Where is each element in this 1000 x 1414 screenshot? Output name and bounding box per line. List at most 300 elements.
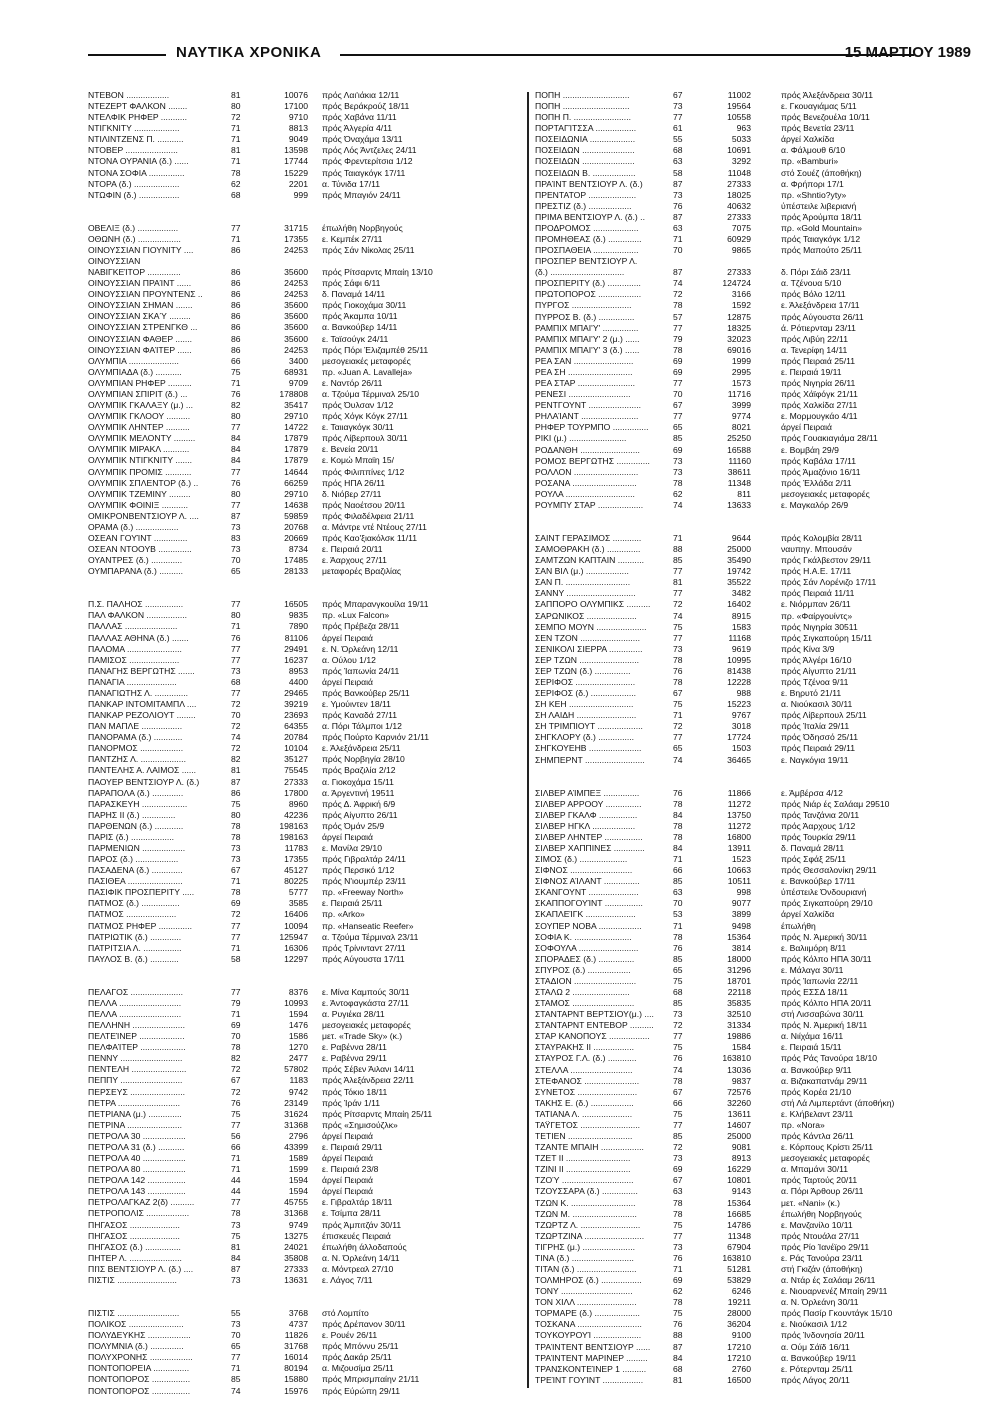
ship-row <box>535 1020 960 1031</box>
build-year: 77 <box>673 112 683 123</box>
ship-name: ΠΟΡΤΑΓΊΤΣΣΑ ................. <box>535 123 637 134</box>
ship-row <box>88 1164 520 1175</box>
tonnage: 17800 <box>284 787 308 798</box>
build-year: 72 <box>231 112 241 123</box>
ship-row <box>88 666 520 677</box>
ship-name: ΠΑΛΛΑΣ ...................... <box>88 621 178 632</box>
destination: πρός Χαλκίδα 27/11 <box>781 400 858 411</box>
tonnage: 1592 <box>731 300 751 311</box>
ship-row <box>88 843 520 854</box>
ship-name: ΣΕΡ ΤΖΩΝ ......................... <box>535 654 640 665</box>
ship-name: ΝΤΟΒΕΡ ...................... <box>88 145 178 156</box>
ship-row <box>88 909 520 920</box>
ship-row <box>535 1319 960 1330</box>
ship-row <box>535 1198 960 1209</box>
ship-name: ΣΟΦΙΑ Κ. ........................ <box>535 931 632 942</box>
destination: μεσογειακές μεταφορές <box>322 1020 411 1031</box>
destination: πρός Βραζιλία 2/12 <box>322 765 396 776</box>
ship-name: ΠΙΣΤΙΣ ......................... <box>88 1274 177 1285</box>
ship-name: ΣΑΜΟΘΡΑΚΗ (δ.) .............. <box>535 544 641 555</box>
tonnage: 45755 <box>284 1197 308 1208</box>
destination: πρός Έλλάδα 2/11 <box>781 477 852 488</box>
destination: στή Λά Λιμπερτάντ (άποθήκη) <box>781 1097 895 1108</box>
ship-row <box>88 1087 520 1098</box>
ship-row <box>535 201 960 212</box>
ship-name: ΠΡΕΣΤΙΖ (δ.) .................. <box>535 200 632 211</box>
ship-name: ΤΕΤΙΕΝ ........................... <box>535 1131 633 1142</box>
ship-name: ΠΑΛΟΜΑ ....................... <box>88 643 182 654</box>
destination: μετ. «Nani» (κ.) <box>781 1197 840 1208</box>
ship-row <box>88 1131 520 1142</box>
ship-row <box>535 1186 960 1197</box>
tonnage: 24021 <box>284 1241 308 1252</box>
destination: α. Τζένουα 5/10 <box>781 278 842 289</box>
ship-row <box>535 710 960 721</box>
tonnage: 7075 <box>731 222 751 233</box>
tonnage: 963 <box>736 123 751 134</box>
build-year: 66 <box>231 355 241 366</box>
tonnage: 1503 <box>731 743 751 754</box>
ship-name: ΟΘΩΝΗ (δ.) .................. <box>88 233 181 244</box>
tonnage: 27333 <box>727 178 751 189</box>
ship-row <box>88 311 520 322</box>
ship-row <box>535 965 960 976</box>
tonnage: 17879 <box>284 455 308 466</box>
destination: πρ. «Gold Mountain» <box>781 222 863 233</box>
tonnage: 13633 <box>727 499 751 510</box>
ship-name: ΤΟΣΚΑΝΑ ........................... <box>535 1319 642 1330</box>
destination: ε. Κεμπέκ 27/11 <box>322 233 383 244</box>
ship-row <box>535 533 960 544</box>
build-year: 70 <box>231 1031 241 1042</box>
tonnage: 12228 <box>727 676 751 687</box>
destination: ε. Μανίλα 29/10 <box>322 843 382 853</box>
destination: ε. Άμβέρσα 4/12 <box>781 787 843 798</box>
tonnage: 27333 <box>727 267 751 278</box>
tonnage: 14644 <box>284 466 308 477</box>
build-year: 65 <box>673 422 683 433</box>
ship-name: ΠΕΛΤΕΊΝΕΡ ................... <box>88 1031 185 1042</box>
build-year: 71 <box>231 1153 241 1164</box>
ship-row <box>535 145 960 156</box>
tonnage: 11348 <box>727 477 751 488</box>
ship-name: ΟΥΜΠΑΡΑΝΑ (δ.) .......... <box>88 566 184 577</box>
build-year: 76 <box>673 1252 683 1263</box>
tonnage: 16306 <box>284 942 308 953</box>
ship-name: ΠΕΛΛΑ .......................... <box>88 1009 182 1020</box>
destination: ε. Κλήβελαντ 23/11 <box>781 1108 854 1119</box>
tonnage: 35835 <box>727 998 751 1009</box>
destination: πρός Φιλιππίνες 1/12 <box>322 466 405 477</box>
ship-name: ΠΡΟΣΠΕΡΙΤΥ (δ.) .............. <box>535 278 641 289</box>
ship-row <box>88 876 520 887</box>
build-year: 70 <box>231 555 241 566</box>
ship-row <box>88 1231 520 1242</box>
build-year: 79 <box>673 333 683 344</box>
build-year: 76 <box>231 1097 241 1108</box>
destination: άργεί Πειραιά <box>322 1175 373 1186</box>
destination: πρός Όδησσό 25/11 <box>781 732 858 743</box>
tonnage: 9837 <box>731 1075 751 1086</box>
destination: ε. Πειραιά 19/11 <box>781 366 842 377</box>
tonnage: 20669 <box>284 532 308 543</box>
destination: πρός Σάν Λορένιζο 17/11 <box>781 577 877 588</box>
ship-row <box>88 621 520 632</box>
ship-row <box>88 444 520 455</box>
tonnage: 31368 <box>284 1119 308 1130</box>
build-year: 70 <box>673 389 683 400</box>
destination: πρ. «Lux Falcon» <box>322 610 390 621</box>
ship-row <box>88 478 520 489</box>
ship-name: ΤΖΩΝ Κ. ........................... <box>535 1197 636 1208</box>
build-year: 86 <box>231 311 241 322</box>
destination: πρός Δρέπανον 30/11 <box>322 1319 406 1330</box>
build-year: 53 <box>673 909 683 920</box>
tonnage: 4400 <box>288 676 308 687</box>
ship-row <box>88 289 520 300</box>
build-year: 76 <box>231 388 241 399</box>
build-year: 62 <box>231 178 241 189</box>
build-year: 86 <box>231 244 241 255</box>
ship-row <box>535 644 960 655</box>
build-year: 75 <box>231 1230 241 1241</box>
destination: πρός Ίράν 1/11 <box>322 1097 381 1108</box>
destination: πρός Σάν Νίκολας 25/11 <box>322 244 415 255</box>
build-year: 67 <box>673 1175 683 1186</box>
ship-row <box>88 278 520 289</box>
build-year: 63 <box>673 887 683 898</box>
build-year: 67 <box>673 400 683 411</box>
tonnage: 22118 <box>727 987 751 998</box>
destination: πρός Νορβηγία 28/10 <box>322 754 405 765</box>
ship-row <box>535 1231 960 1242</box>
destination: ε. Βηρυτό 21/11 <box>781 688 842 699</box>
tonnage: 11866 <box>727 787 751 798</box>
destination: πρός Βενετία 23/11 <box>781 123 855 134</box>
destination: α. Άργεντινή 19511 <box>322 787 395 798</box>
ship-row <box>88 1319 520 1330</box>
build-year: 77 <box>673 632 683 643</box>
ship-name: ΣΑΜΤΖΩΝ ΚΑΠΤΑΙΝ ........... <box>535 555 644 566</box>
ship-row <box>535 898 960 909</box>
build-year: 77 <box>231 1197 241 1208</box>
ship-name: ΡΟΜΟΣ ΒΕΡΓΩΤΗΣ .............. <box>535 455 650 466</box>
destination: πρός Τόκιο 18/11 <box>322 1086 388 1097</box>
ship-row <box>535 1275 960 1286</box>
build-year: 69 <box>673 366 683 377</box>
tonnage: 35600 <box>284 267 308 278</box>
ship-row <box>535 622 960 633</box>
tonnage: 9767 <box>731 710 751 721</box>
build-year: 56 <box>231 1130 241 1141</box>
ship-row <box>535 1342 960 1353</box>
ship-name: ΡΑΜΠΙΧ ΜΠΑΙ'Υ' ............... <box>535 322 639 333</box>
tonnage: 9774 <box>731 411 751 422</box>
ship-name: ΤΖΕΤ ΙΙ ........................... <box>535 1153 631 1164</box>
tonnage: 4737 <box>288 1319 308 1330</box>
tonnage: 32260 <box>727 1097 751 1108</box>
tonnage: 17100 <box>284 101 308 112</box>
build-year: 70 <box>673 245 683 256</box>
ship-row <box>535 334 960 345</box>
tonnage: 9619 <box>731 643 751 654</box>
build-year: 85 <box>673 555 683 566</box>
ship-row <box>88 1242 520 1253</box>
ship-row <box>88 168 520 179</box>
build-year: 77 <box>673 1230 683 1241</box>
destination: α. Τύνιδα 17/11 <box>322 178 381 189</box>
build-year: 78 <box>673 798 683 809</box>
ship-name: ΣΤΑΥΡΑΚΗΣ ΙΙ ................. <box>535 1042 634 1053</box>
build-year: 75 <box>231 1108 241 1119</box>
ship-name: ΣΕΡΙΦΟΣ ......................... <box>535 676 636 687</box>
build-year: 70 <box>673 898 683 909</box>
ship-row <box>88 455 520 466</box>
tonnage: 9742 <box>288 1086 308 1097</box>
destination: πρός Βόλο 12/11 <box>781 289 846 300</box>
ship-name: ΟΛΥΜΠΙΚ ΓΚΑΛΑΞΥ (μ.) ... <box>88 400 194 411</box>
build-year: 75 <box>673 1219 683 1230</box>
ship-name: ΟΙΝΟΥΣΣΙΑΝ ΦΑΘΕΡ ....... <box>88 333 193 344</box>
build-year: 77 <box>673 411 683 422</box>
ship-name: ΣΕΜΠΟ ΜΟΥΝ ..................... <box>535 621 647 632</box>
ship-name: ΤΡΑΊΝΤΕΝΤ ΜΑΡΙΝΕΡ ......... <box>535 1352 648 1363</box>
ship-row <box>88 245 520 256</box>
ship-name: ΣΠΟΡΑΔΕΣ (δ.) ............... <box>535 953 635 964</box>
ship-name: ΟΛΥΜΠΙΚ ΤΖΕΜΙΝΥ ......... <box>88 488 191 499</box>
destination: πρός Κίνα 3/9 <box>781 643 835 654</box>
build-year: 71 <box>231 134 241 145</box>
tonnage: 8813 <box>288 123 308 134</box>
ship-row <box>535 566 960 577</box>
build-year: 77 <box>231 986 241 997</box>
tonnage: 27333 <box>284 776 308 787</box>
tonnage: 10094 <box>284 920 308 931</box>
destination: ε. Γκουαγιάμας 5/11 <box>781 101 857 112</box>
ship-row <box>535 577 960 588</box>
ship-name: ΠΕΤΡΙΑΝΑ (μ.) .............. <box>88 1108 182 1119</box>
ship-row <box>88 433 520 444</box>
build-year: 71 <box>673 710 683 721</box>
ship-row <box>535 1330 960 1341</box>
ship-name: ΠΟΝΤΟΠΟΡΕΙΑ ............... <box>88 1363 190 1374</box>
tonnage: 999 <box>293 189 308 200</box>
ship-row <box>535 655 960 666</box>
destination: ε. Άλεξάνδρεια 17/11 <box>781 300 860 311</box>
ship-name: ΠΕΤΡΟΛΑΓΚΑΖ 2(δ) .......... <box>88 1197 195 1208</box>
build-year: 67 <box>673 688 683 699</box>
ship-name: ΠΟΠΗ ............................ <box>535 101 630 112</box>
destination: πρός Γκάλβεστον 29/11 <box>781 555 871 566</box>
ship-row <box>88 954 520 965</box>
build-year: 78 <box>231 167 241 178</box>
ship-row <box>88 1020 520 1031</box>
ship-row <box>88 179 520 190</box>
destination: πρός Άκαμπα 10/11 <box>322 311 398 322</box>
tonnage: 53829 <box>727 1275 751 1286</box>
build-year: 78 <box>673 654 683 665</box>
tonnage: 35600 <box>284 322 308 333</box>
ship-row <box>535 123 960 134</box>
build-year: 73 <box>673 101 683 112</box>
build-year: 75 <box>673 699 683 710</box>
ship-name: ΝΤΙΓΚΝΙΤΥ ................... <box>88 123 180 134</box>
ship-name: ΟΛΥΜΠΙΚ ΜΙΡΑΚΛ ........... <box>88 444 190 455</box>
ship-name: ΠΑΤΜΟΣ ΡΗΦΕΡ .............. <box>88 920 193 931</box>
tonnage: 31715 <box>284 222 308 233</box>
ship-name: ΟΛΥΜΠΙΑΝ ΣΠΙΡΙΤ (δ.) ... <box>88 388 188 399</box>
ship-name: ΠΕΤΡΟΛΑ 142 ................ <box>88 1175 186 1186</box>
ship-name: ΟΥΑΝΤΡΕΣ (δ.) ............. <box>88 555 183 566</box>
ship-name: ΝΤΩΦΙΝ (δ.) ................. <box>88 189 180 200</box>
ship-name: ΠΥΡΡΟΣ Β. (δ.) ............... <box>535 311 635 322</box>
destination: πρός Καβάλα 17/11 <box>781 455 857 466</box>
build-year: 77 <box>231 1119 241 1130</box>
destination: ε. Νιόρμπαν 26/11 <box>781 599 851 610</box>
build-year: 77 <box>231 687 241 698</box>
ship-row <box>88 1064 520 1075</box>
ship-row <box>535 832 960 843</box>
destination: ε. Νιούκασιλ 1/12 <box>781 1319 847 1330</box>
tonnage: 59859 <box>284 510 308 521</box>
ship-name: ΣΤΑΡ ΚΑΝΟΠΟΥΣ ................. <box>535 1031 650 1042</box>
ship-name: ΠΡΟΜΗΘΕΑΣ (δ.) .............. <box>535 234 642 245</box>
ship-name: ΣΙΛΒΕΡ ΑΊΜΠΕΞ ............... <box>535 787 640 798</box>
ship-row <box>535 943 960 954</box>
destination: α. Ντάρ ές Σαλάαμ 26/11 <box>781 1275 876 1286</box>
ship-name: ΠΑΡΑΣΚΕΥΗ ................... <box>88 798 188 809</box>
destination: δ. Πόρι Σάιδ 23/11 <box>781 267 851 278</box>
destination: πρός Λιβύη 22/11 <box>781 333 848 344</box>
tonnage: 13036 <box>727 1064 751 1075</box>
ship-name: ΠΟΛΥΜΝΙΑ (δ.) .............. <box>88 1341 184 1352</box>
tonnage: 8953 <box>288 665 308 676</box>
build-year: 72 <box>231 721 241 732</box>
ship-name: ΠΑΟΥΕΡ ΒΕΝΤΣΙΟΥΡ Λ. (δ.) <box>88 776 200 787</box>
destination: ε. Πειραιά 29/11 <box>322 1141 383 1152</box>
ship-name: ΝΑΒΙΓΚΕΊΤΟΡ .............. <box>88 267 181 278</box>
tonnage: 9709 <box>288 377 308 388</box>
destination: ε. Πειραιά 23/8 <box>322 1164 379 1175</box>
build-year: 71 <box>231 377 241 388</box>
destination: πρ. «Nora» <box>781 1119 825 1130</box>
ship-row <box>88 511 520 522</box>
ship-row <box>535 1120 960 1131</box>
ship-name: ΟΙΝΟΥΣΣΙΑΝ ΦΑΊΤΕΡ ...... <box>88 344 192 355</box>
destination: πρός Λός Άντζελες 24/11 <box>322 145 417 156</box>
destination: α. Νιούκασιλ 30/11 <box>781 699 853 710</box>
tonnage: 35127 <box>284 754 308 765</box>
ship-name: ΠΟΛΥΔΕΥΚΗΣ .................. <box>88 1330 191 1341</box>
ship-name: ΡΕΑ ΣΤΑΡ ........................ <box>535 378 636 389</box>
destination: α. Φρήπορι 17/1 <box>781 178 844 189</box>
ship-row <box>88 367 520 378</box>
destination: πρ. «Freeway North» <box>322 887 404 898</box>
ship-name: ΠΑΣΙΦΙΚ ΠΡΟΣΠΕΡΙΤΥ ..... <box>88 887 195 898</box>
tonnage: 81106 <box>284 632 308 643</box>
build-year: 75 <box>673 1042 683 1053</box>
tonnage: 8376 <box>288 986 308 997</box>
build-year: 72 <box>673 1142 683 1153</box>
build-year: 86 <box>231 289 241 300</box>
tonnage: 35490 <box>727 555 751 566</box>
ship-name: ΠΡΟΣΠΑΘΕΙΑ ................... <box>535 245 639 256</box>
build-year: 81 <box>231 1241 241 1252</box>
tonnage: 811 <box>737 488 751 499</box>
ship-row <box>88 533 520 544</box>
ship-name: ΣΑΝΝΥ ............................. <box>535 588 636 599</box>
ship-row <box>88 101 520 112</box>
tonnage: 8960 <box>288 798 308 809</box>
destination: ε. Ναντόρ 26/11 <box>322 377 383 388</box>
tonnage: 23693 <box>284 710 308 721</box>
ship-name: ΠΕΤΡΟΛΑ 80 .................. <box>88 1164 186 1175</box>
build-year: 68 <box>673 987 683 998</box>
destination: ε. Άντοφαγκάστα 27/11 <box>322 997 409 1008</box>
tonnage: 16014 <box>284 1352 308 1363</box>
tonnage: 9710 <box>288 112 308 123</box>
tonnage: 12297 <box>284 953 308 964</box>
destination: α. Μάντρε ντέ Ντέους 27/11 <box>322 521 427 532</box>
ship-row <box>535 611 960 622</box>
ship-name: ΠΑΝΤΖΗΣ Λ. ................... <box>88 754 186 765</box>
destination: στό Σουέζ (άποθήκη) <box>781 167 862 178</box>
destination: πρός Λίβερπουλ 25/11 <box>781 710 867 721</box>
destination: ε. Μανζανίλο 10/11 <box>781 1219 853 1230</box>
ship-name: ΠΕΝΤΕΛΗ ....................... <box>88 1064 187 1075</box>
build-year: 78 <box>673 831 683 842</box>
ship-row <box>535 156 960 167</box>
ship-row <box>88 422 520 433</box>
destination: α. Φάλμουθ 6/10 <box>781 145 846 156</box>
ship-name: ΣΤΕΛΛΑ .......................... <box>535 1064 633 1075</box>
build-year: 68 <box>231 189 241 200</box>
tonnage: 36204 <box>727 1319 751 1330</box>
build-year: 74 <box>673 610 683 621</box>
ship-name: ΟΙΝΟΥΣΣΙΑΝ <box>88 256 141 267</box>
build-year: 73 <box>673 455 683 466</box>
group-gap <box>535 766 960 788</box>
destination: ε. Λάγος 7/11 <box>322 1274 373 1285</box>
tonnage: 3999 <box>731 400 751 411</box>
destination: ε. Πειραιά 15/11 <box>781 1042 842 1053</box>
ship-name: ΣΙΦΝΟΣ .......................... <box>535 865 633 876</box>
build-year: 80 <box>231 488 241 499</box>
tonnage: 17724 <box>727 732 751 743</box>
tonnage: 68931 <box>284 366 308 377</box>
tonnage: 16500 <box>727 1374 751 1385</box>
ship-name: ΣΚΑΝΓΟΥΝΤ ..................... <box>535 887 639 898</box>
build-year: 86 <box>231 344 241 355</box>
destination: πρ. «Shntio?yty» <box>781 189 847 200</box>
build-year: 70 <box>231 1330 241 1341</box>
destination: α. Ούλου 1/12 <box>322 654 376 665</box>
tonnage: 6246 <box>731 1286 751 1297</box>
destination: πρός Κορέα 21/10 <box>781 1086 852 1097</box>
build-year: 75 <box>231 366 241 377</box>
destination: μετ. «Trade Sky» (κ.) <box>322 1031 403 1042</box>
tonnage: 16406 <box>284 909 308 920</box>
destination: πρός Πούρτο Καρνιόν 21/11 <box>322 732 430 743</box>
tonnage: 198163 <box>279 820 308 831</box>
ship-name: ΣΗΓΚΟΥΕΗΒ ...................... <box>535 743 642 754</box>
ship-name: ΟΛΥΜΠΙΚ ΠΡΟΜΙΣ ........... <box>88 466 192 477</box>
ship-row <box>88 1098 520 1109</box>
build-year: 67 <box>231 1075 241 1086</box>
tonnage: 13275 <box>284 1230 308 1241</box>
tonnage: 9498 <box>731 920 751 931</box>
build-year: 86 <box>231 267 241 278</box>
